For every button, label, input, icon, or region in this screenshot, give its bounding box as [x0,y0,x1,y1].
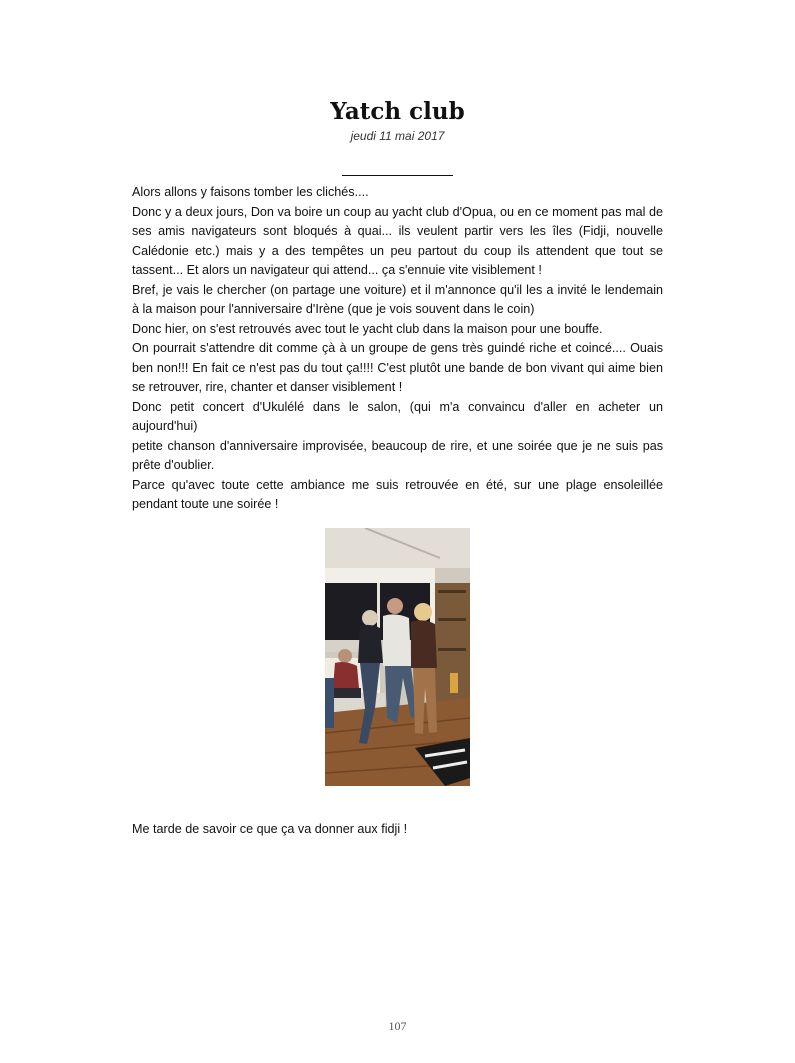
party-photo [325,528,470,786]
paragraph: On pourrait s'attendre dit comme çà à un groupe de gens très guindé riche et coincé.... Ouais ben non!!! En fait ce n'est pas du tout ça!!!! C'est plutôt une bande de bon vivant qui aime bien se retrouver, rire, chanter et danser visiblement ! [132,341,663,394]
paragraph: Donc y a deux jours, Don va boire un coup au yacht club d'Opua, ou en ce moment pas mal de ses amis navigateurs sont bloqués à quai... ils veulent partir vers les îles (Fidji, nouvelle Calédonie etc.) mais y a des tempêtes un peu partout du coup ils attendent que tout se tassent... Et alors un navigateur qui attend... ça s'ennuie vite visiblement ! [132,204,663,277]
paragraph: Donc hier, on s'est retrouvés avec tout le yacht club dans la maison pour une bouffe. [132,321,603,336]
paragraph: petite chanson d'anniversaire improvisée, beaucoup de rire, et une soirée que je ne suis pas prête d'oublier. [132,438,663,472]
post-body [132,183,663,515]
paragraph: Bref, je vais le chercher (on partage une voiture) et il m'annonce qu'il les a invité le lendemain à la maison pour l'anniversaire d'Irène (que je vois souvent dans le coin) [132,282,663,316]
paragraph: Donc petit concert d'Ukulélé dans le salon, (qui m'a convaincu d'aller en acheter un aujourd'hui) [132,399,663,433]
paragraph: Alors allons y faisons tomber les clichés.... [132,185,369,199]
post-date: jeudi 11 mai 2017 [350,129,445,143]
paragraph: Parce qu'avec toute cette ambiance me suis retrouvée en été, sur une plage ensoleillée pendant toute une soirée ! [132,477,663,511]
title-divider [342,175,453,176]
closing-line: Me tarde de savoir ce que ça va donner aux fidji ! [132,822,408,836]
page-number: 107 [388,1019,407,1033]
post-title: Yatch club [330,98,465,125]
